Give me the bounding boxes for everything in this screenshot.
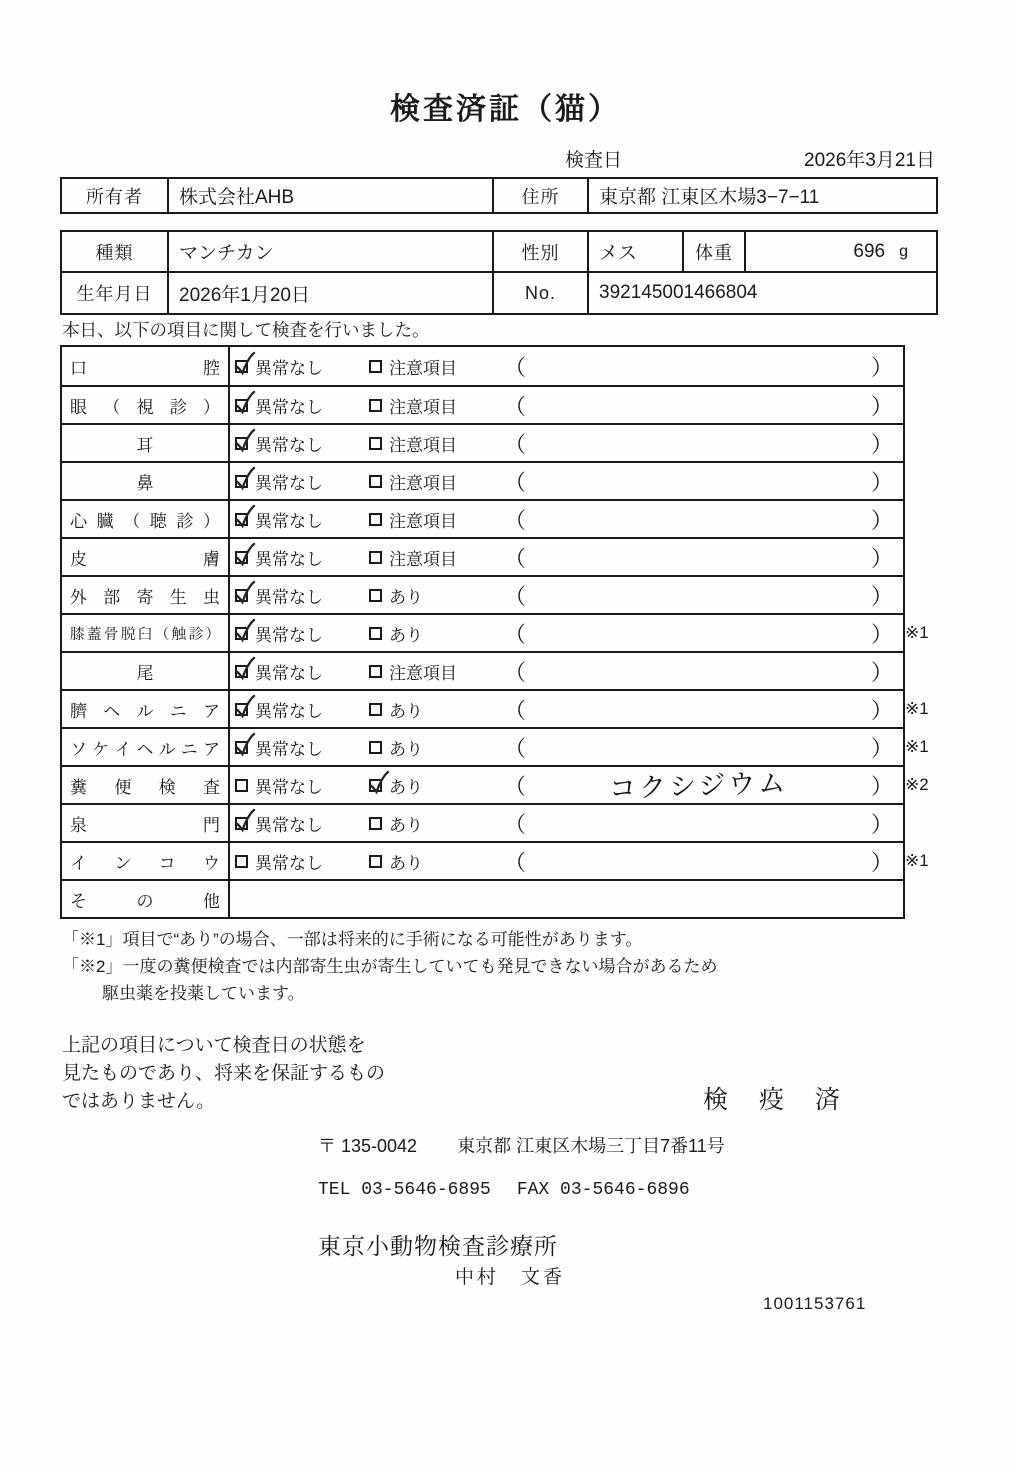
document-serial-number: 1001153761 — [763, 1294, 867, 1313]
option-flagged-label: あり — [389, 739, 423, 759]
finding-handwritten-text — [494, 626, 903, 640]
inspection-item-label: 鼻 — [136, 473, 154, 493]
option-flagged — [364, 805, 494, 841]
paren-close: ） — [870, 469, 893, 495]
finding-handwritten-text — [494, 359, 903, 373]
inspection-row — [62, 765, 929, 805]
checkbox-flagged[interactable] — [369, 741, 382, 754]
inspection-row — [62, 537, 903, 575]
inspection-item-label: そ の 他 — [70, 891, 220, 911]
disclaimer-line-1: 上記の項目について検査日の状態を — [62, 1035, 366, 1056]
inspection-row — [62, 613, 929, 651]
inspection-row — [62, 803, 903, 841]
inspection-row — [62, 689, 929, 727]
paren-close: ） — [870, 811, 893, 837]
paren-open: （ — [504, 621, 527, 647]
disclaimer-text — [62, 1032, 385, 1116]
checkbox-normal[interactable] — [235, 665, 248, 678]
inspection-item-label: ソ ケ イ ヘ ル ニ ア — [70, 739, 220, 759]
option-normal — [230, 729, 364, 765]
checkbox-flagged[interactable] — [369, 627, 382, 640]
paren-close: ） — [870, 583, 893, 609]
checkbox-normal[interactable] — [235, 475, 248, 488]
check-mark-icon — [233, 808, 257, 834]
finding-field — [494, 767, 903, 803]
clinic-address-line — [318, 1132, 725, 1158]
checkbox-normal[interactable] — [235, 360, 248, 373]
sex-value: メス — [587, 232, 682, 271]
owner-value: 株式会社AHB — [167, 179, 492, 212]
check-mark-icon — [233, 694, 257, 720]
clinic-tel: TEL 03-5646-6895 — [318, 1180, 491, 1200]
paren-close: ） — [870, 621, 893, 647]
note-1: 「※1」項目で“あり”の場合、一部は将来的に手術になる可能性があります。 — [62, 930, 643, 949]
option-normal — [230, 767, 364, 803]
option-normal-label: 異常なし — [255, 511, 323, 531]
option-normal-label: 異常なし — [255, 549, 323, 569]
checkbox-flagged[interactable] — [369, 475, 382, 488]
option-normal — [230, 387, 364, 423]
finding-field — [494, 539, 903, 575]
option-normal — [230, 463, 364, 499]
option-normal — [230, 501, 364, 537]
inspection-item-label-cell — [62, 577, 230, 613]
option-normal — [230, 805, 364, 841]
option-normal-label: 異常なし — [255, 358, 323, 378]
paren-close: ） — [870, 773, 893, 799]
option-flagged — [364, 577, 494, 613]
inspection-row — [62, 499, 903, 537]
breed-value: マンチカン — [167, 232, 492, 271]
address-label: 住所 — [492, 179, 587, 212]
intro-text: 本日、以下の項目に関して検査を行いました。 — [62, 320, 430, 340]
option-normal-label: 異常なし — [255, 587, 323, 607]
inspection-item-label-cell — [62, 729, 230, 765]
finding-field — [494, 653, 903, 689]
footnote-mark: ※1 — [905, 623, 929, 642]
pet-table — [60, 230, 938, 315]
owner-table — [60, 177, 938, 214]
inspection-item-label-cell — [62, 805, 230, 841]
option-flagged — [364, 615, 494, 651]
option-flagged-label: 注意項目 — [389, 511, 457, 531]
check-mark-icon — [233, 466, 257, 492]
option-flagged — [364, 767, 494, 803]
checkbox-flagged[interactable] — [369, 665, 382, 678]
check-mark-icon — [233, 351, 257, 377]
option-normal — [230, 653, 364, 689]
paren-open: （ — [504, 545, 527, 571]
finding-field — [494, 691, 903, 727]
checkbox-normal[interactable] — [235, 627, 248, 640]
postal-code: 〒 135-0042 — [318, 1136, 418, 1156]
option-flagged — [364, 539, 494, 575]
option-normal — [230, 843, 364, 879]
option-normal-label: 異常なし — [255, 473, 323, 493]
inspection-item-label: イ ン コ ウ — [70, 853, 220, 873]
birth-value: 2026年1月20日 — [167, 273, 492, 313]
footnote-mark: ※1 — [905, 737, 929, 756]
inspection-item-label: 皮 膚 — [70, 549, 220, 569]
paren-open: （ — [504, 849, 527, 875]
option-flagged — [364, 691, 494, 727]
check-mark-icon — [233, 504, 257, 530]
option-flagged — [364, 387, 494, 423]
disclaimer-line-3: ではありません。 — [62, 1091, 216, 1112]
checkbox-flagged[interactable] — [369, 817, 382, 830]
option-flagged-label: あり — [389, 815, 423, 835]
check-mark-icon — [233, 542, 257, 568]
option-normal-label: 異常なし — [255, 739, 323, 759]
paren-open: （ — [504, 697, 527, 723]
option-flagged — [364, 501, 494, 537]
paren-open: （ — [504, 507, 527, 533]
paren-close: ） — [870, 431, 893, 457]
option-normal-label: 異常なし — [255, 663, 323, 683]
inspection-item-label: 心 臓 （ 聴 診 ） — [70, 511, 220, 531]
check-mark-icon — [367, 770, 391, 796]
checkbox-flagged[interactable] — [369, 779, 382, 792]
footnote-mark: ※1 — [905, 699, 929, 718]
paren-open: （ — [504, 735, 527, 761]
paren-close: ） — [870, 735, 893, 761]
option-normal — [230, 539, 364, 575]
checkbox-flagged[interactable] — [369, 589, 382, 602]
checkbox-normal[interactable] — [235, 437, 248, 450]
paren-open: （ — [504, 354, 527, 380]
option-normal-label: 異常なし — [255, 777, 323, 797]
paren-close: ） — [870, 659, 893, 685]
inspection-item-label-cell — [62, 425, 230, 461]
no-label: No. — [492, 273, 587, 313]
veterinarian-name: 中村 文香 — [455, 1267, 566, 1288]
pet-row-2 — [62, 271, 936, 313]
inspection-item-label: 糞 便 検 査 — [70, 777, 220, 797]
checkbox-normal[interactable] — [235, 779, 248, 792]
paren-open: （ — [504, 773, 527, 799]
page-title: 検査済証（猫） — [390, 93, 621, 126]
finding-handwritten-text — [494, 854, 903, 868]
inspection-row — [62, 385, 903, 423]
option-flagged — [364, 463, 494, 499]
option-normal-label: 異常なし — [255, 853, 323, 873]
clinic-name: 東京小動物検査診療所 — [318, 1233, 558, 1259]
inspection-item-label: 泉 門 — [70, 815, 220, 835]
note-2-line-1: 「※2」一度の糞便検査では内部寄生虫が寄生していても発見できない場合があるため — [62, 957, 718, 976]
inspection-row — [62, 841, 929, 879]
paren-open: （ — [504, 583, 527, 609]
option-flagged-label: 注意項目 — [389, 397, 457, 417]
finding-field — [494, 501, 903, 537]
check-mark-icon — [233, 732, 257, 758]
paren-close: ） — [870, 507, 893, 533]
checkbox-normal[interactable] — [235, 817, 248, 830]
option-normal-label: 異常なし — [255, 701, 323, 721]
paren-open: （ — [504, 393, 527, 419]
option-flagged-label: 注意項目 — [389, 549, 457, 569]
inspection-row — [62, 461, 903, 499]
inspection-item-label-cell — [62, 653, 230, 689]
inspection-item-label-cell — [62, 463, 230, 499]
inspection-item-label: 耳 — [136, 435, 154, 455]
option-normal-label: 異常なし — [255, 397, 323, 417]
finding-handwritten-text — [494, 816, 903, 830]
check-mark-icon — [233, 656, 257, 682]
check-mark-icon — [233, 580, 257, 606]
inspection-item-label: 膝 蓋 骨 脱 臼 （ 触 診 ） — [70, 626, 220, 643]
footnote-mark: ※1 — [905, 851, 929, 870]
inspection-item-label: 口 腔 — [70, 358, 220, 378]
footnote-mark: ※2 — [905, 775, 929, 794]
owner-row — [62, 179, 936, 212]
option-flagged-label: あり — [389, 587, 423, 607]
inspection-row — [62, 727, 929, 765]
inspection-item-label: 外 部 寄 生 虫 — [70, 587, 220, 607]
finding-handwritten-text — [494, 702, 903, 716]
checkbox-flagged[interactable] — [369, 437, 382, 450]
notes-block — [62, 926, 717, 1007]
option-flagged — [364, 729, 494, 765]
paren-close: ） — [870, 545, 893, 571]
checkbox-normal[interactable] — [235, 399, 248, 412]
inspection-item-label-cell — [62, 539, 230, 575]
checkbox-normal[interactable] — [235, 513, 248, 526]
option-flagged-label: 注意項目 — [389, 473, 457, 493]
option-normal — [230, 577, 364, 613]
check-mark-icon — [233, 428, 257, 454]
weight-unit: g — [899, 242, 908, 260]
option-flagged — [364, 425, 494, 461]
option-flagged-label: あり — [389, 853, 423, 873]
inspection-item-label: 尾 — [136, 663, 154, 683]
finding-handwritten-text — [494, 550, 903, 564]
finding-handwritten-text — [494, 664, 903, 678]
inspection-date-label: 検査日 — [565, 150, 623, 171]
check-mark-icon — [233, 390, 257, 416]
disclaimer-line-2: 見たものであり、将来を保証するもの — [62, 1063, 386, 1084]
option-normal — [230, 347, 364, 385]
paren-open: （ — [504, 659, 527, 685]
checkbox-normal[interactable] — [235, 855, 248, 868]
checkbox-normal[interactable] — [235, 703, 248, 716]
weight-label: 体重 — [682, 232, 744, 271]
finding-field — [494, 615, 903, 651]
finding-field — [494, 387, 903, 423]
inspection-item-label-cell — [62, 843, 230, 879]
inspection-table — [60, 345, 929, 919]
inspection-item-label: 臍 ヘ ル ニ ア — [70, 701, 220, 721]
note-2-line-2: 駆虫薬を投薬しています。 — [102, 984, 305, 1003]
checkbox-normal[interactable] — [235, 741, 248, 754]
option-normal-label: 異常なし — [255, 435, 323, 455]
clinic-address: 東京都 江東区木場三丁目7番11号 — [457, 1136, 725, 1156]
option-normal — [230, 691, 364, 727]
option-flagged-label: 注意項目 — [389, 435, 457, 455]
checkbox-flagged[interactable] — [369, 703, 382, 716]
option-flagged-label: 注意項目 — [389, 663, 457, 683]
inspection-item-label: 眼 （ 視 診 ） — [70, 397, 220, 417]
inspection-item-label-cell — [62, 387, 230, 423]
inspection-item-label-cell — [62, 501, 230, 537]
finding-field — [494, 347, 903, 385]
paren-close: ） — [870, 393, 893, 419]
checkbox-flagged[interactable] — [369, 399, 382, 412]
weight-value-cell — [744, 232, 936, 271]
inspection-row — [62, 347, 903, 385]
option-normal-label: 異常なし — [255, 625, 323, 645]
option-flagged — [364, 347, 494, 385]
finding-field — [494, 805, 903, 841]
inspection-date-value: 2026年3月21日 — [804, 150, 935, 171]
inspection-item-label-cell — [62, 347, 230, 385]
inspection-row — [62, 423, 903, 461]
paren-open: （ — [504, 811, 527, 837]
option-flagged-label: 注意項目 — [389, 358, 457, 378]
checkbox-flagged[interactable] — [369, 513, 382, 526]
finding-handwritten-text — [494, 512, 903, 526]
option-flagged-label: あり — [389, 625, 423, 645]
option-flagged — [364, 653, 494, 689]
option-normal — [230, 615, 364, 651]
inspection-row — [62, 651, 903, 689]
paren-close: ） — [870, 849, 893, 875]
finding-handwritten-text: コクシジウム — [608, 767, 789, 805]
option-flagged-label: あり — [389, 701, 423, 721]
weight-value: 696 — [853, 240, 886, 262]
finding-handwritten-text — [494, 398, 903, 412]
checkbox-flagged[interactable] — [369, 360, 382, 373]
birth-label: 生年月日 — [76, 284, 153, 304]
finding-field — [494, 463, 903, 499]
address-value: 東京都 江東区木場3−7−11 — [587, 179, 936, 212]
clinic-contact-line — [318, 1180, 690, 1200]
checkbox-normal[interactable] — [235, 589, 248, 602]
checkbox-flagged[interactable] — [369, 855, 382, 868]
pet-row-1 — [62, 232, 936, 271]
inspection-item-label-cell — [62, 615, 230, 651]
checkbox-flagged[interactable] — [369, 551, 382, 564]
paren-open: （ — [504, 431, 527, 457]
paren-close: ） — [870, 354, 893, 380]
check-mark-icon — [233, 618, 257, 644]
inspection-row — [62, 575, 903, 613]
checkbox-normal[interactable] — [235, 551, 248, 564]
sex-label: 性別 — [492, 232, 587, 271]
finding-field — [494, 425, 903, 461]
clinic-fax: FAX 03-5646-6896 — [516, 1180, 690, 1200]
inspection-item-label-cell — [62, 767, 230, 803]
inspection-item-label-cell — [62, 691, 230, 727]
option-normal-label: 異常なし — [255, 815, 323, 835]
breed-label: 種類 — [95, 242, 134, 263]
paren-close: ） — [870, 697, 893, 723]
finding-handwritten-text — [494, 474, 903, 488]
paren-open: （ — [504, 469, 527, 495]
option-flagged-label: あり — [389, 777, 423, 797]
no-value: 392145001466804 — [587, 273, 936, 313]
quarantine-stamp: 検 疫 済 — [703, 1086, 852, 1114]
option-normal — [230, 425, 364, 461]
option-flagged — [364, 843, 494, 879]
finding-handwritten-text — [494, 588, 903, 602]
finding-handwritten-text — [494, 436, 903, 450]
owner-label: 所有者 — [86, 186, 143, 207]
finding-handwritten-text — [494, 740, 903, 754]
finding-field — [494, 577, 903, 613]
inspection-item-label-cell — [62, 881, 230, 917]
inspection-row — [62, 879, 903, 917]
finding-field — [494, 843, 903, 879]
